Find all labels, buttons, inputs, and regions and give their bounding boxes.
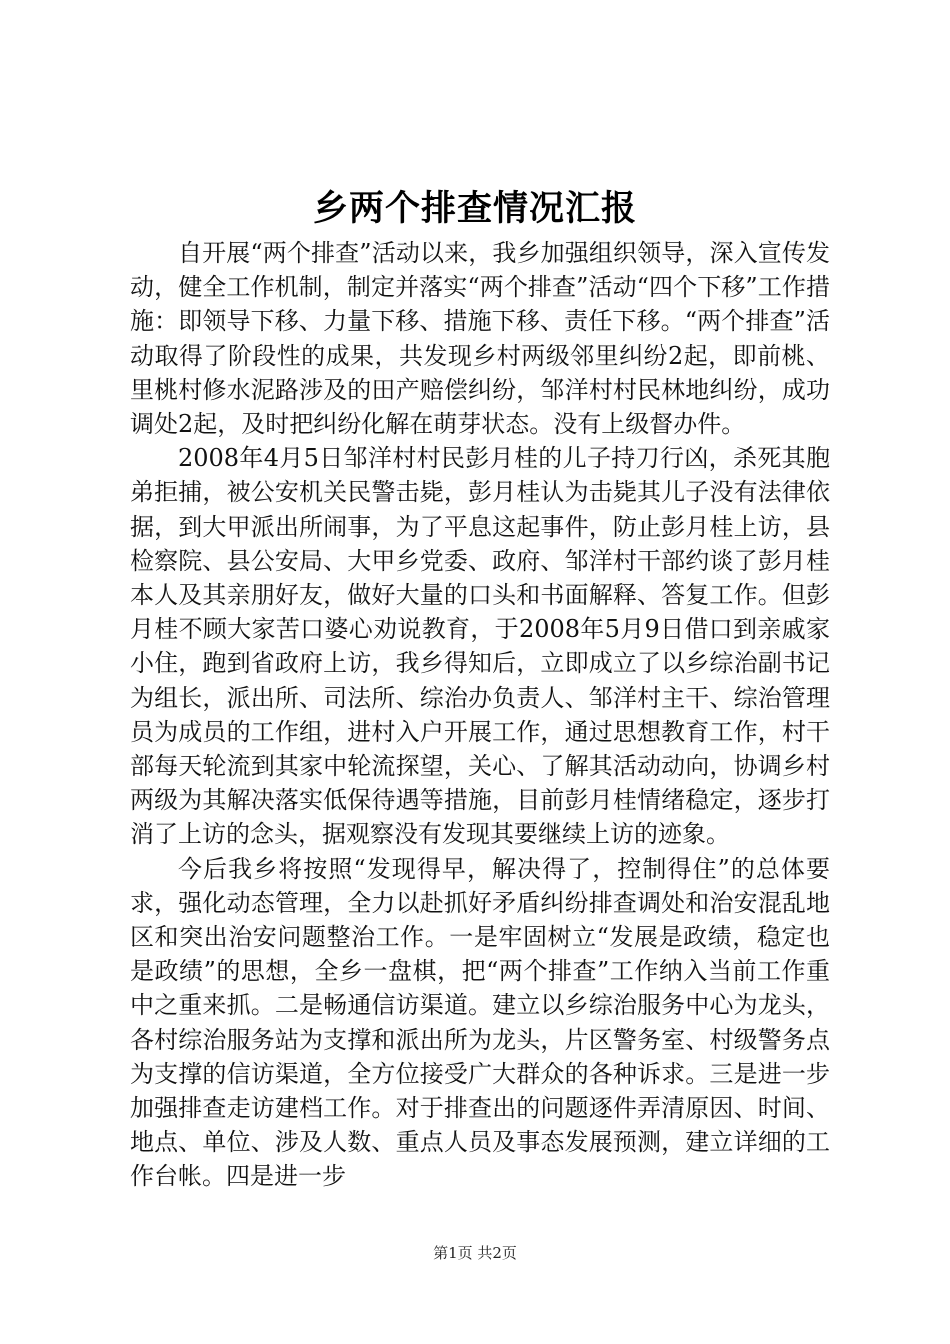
document-title: 乡两个排查情况汇报	[312, 188, 637, 229]
paragraph-3: 今后我乡将按照“发现得早，解决得了，控制得住”的总体要求，强化动态管理，全力以赴抓好矛盾纠纷排查调处和治安混乱地区和突出治安问题整治工作。一是牢固树立“发展是政绩，稳定也是政绩”的思想，全乡一盘棋，把“两个排查”工作纳入当前工作重中之重来抓。二是畅通信访渠道。建立以乡综治服务中心为龙头，各村综治服务站为支撑和派出所为龙头，片区警务室、村级警务点为支撑的信访渠道，全方位接受广大群众的各种诉求。三是进一步加强排查走访建档工作。对于排查出的问题逐件弄清原因、时间、地点、单位、涉及人数、重点人员及事态发展预测，建立详细的工作台帐。四是进一步	[130, 854, 830, 1191]
document-body	[130, 236, 830, 1194]
page-number-footer: 第1页 共2页	[433, 1244, 517, 1262]
paragraph-1: 自开展“两个排查”活动以来，我乡加强组织领导，深入宣传发动，健全工作机制，制定并落实“两个排查”活动“四个下移”工作措施：即领导下移、力量下移、措施下移、责任下移。“两个排查”活动取得了阶段性的成果，共发现乡村两级邻里纠纷2起，即前桃、里桃村修水泥路涉及的田产赔偿纠纷，邹洋村村民林地纠纷，成功调处2起，及时把纠纷化解在萌芽状态。没有上级督办件。	[130, 239, 830, 439]
paragraph-2: 2008年4月5日邹洋村村民彭月桂的儿子持刀行凶，杀死其胞弟拒捕，被公安机关民警击毙，彭月桂认为击毙其儿子没有法律依据，到大甲派出所闹事，为了平息这起事件，防止彭月桂上访，县检察院、县公安局、大甲乡党委、政府、邹洋村干部约谈了彭月桂本人及其亲朋好友，做好大量的口头和书面解释、答复工作。但彭月桂不顾大家苦口婆心劝说教育，于2008年5月9日借口到亲戚家小住，跑到省政府上访，我乡得知后，立即成立了以乡综治副书记为组长，派出所、司法所、综治办负责人、邹洋村主干、综治管理员为成员的工作组，进村入户开展工作，通过思想教育工作，村干部每天轮流到其家中轮流探望，关心、了解其活动动向，协调乡村两级为其解决落实低保待遇等措施，目前彭月桂情绪稳定，逐步打消了上访的念头，据观察没有发现其要继续上访的迹象。	[130, 444, 830, 849]
